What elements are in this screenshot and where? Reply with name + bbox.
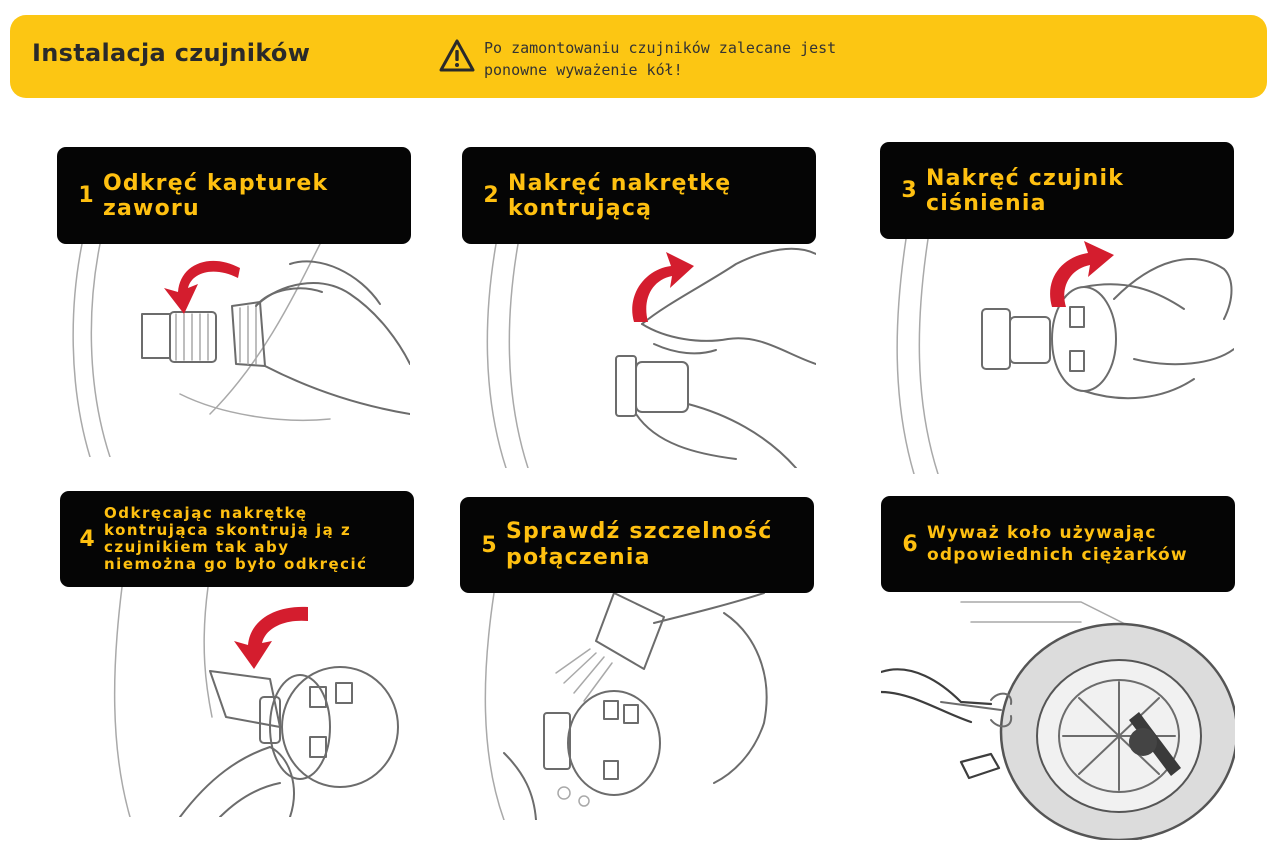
step-2-title-line: kontrującą bbox=[508, 195, 653, 221]
step-4-title-line: kontrująca skontrują ją z bbox=[104, 521, 352, 539]
step-3-title bbox=[926, 166, 1124, 216]
balancing-warning-text bbox=[484, 37, 864, 81]
step-1-title bbox=[103, 171, 328, 221]
step-3-title-line: ciśnienia bbox=[926, 190, 1047, 216]
step-2-title bbox=[508, 171, 731, 221]
step-3-title-line: Nakręć czujnik bbox=[926, 165, 1125, 191]
step-5-title-line: Sprawdź szczelność bbox=[506, 519, 773, 544]
step-6-title-line: odpowiednich ciężarków bbox=[927, 545, 1188, 565]
step-6-header bbox=[881, 496, 1235, 592]
step-5-title bbox=[506, 519, 773, 571]
step-1-header bbox=[57, 147, 411, 244]
step-5-header bbox=[460, 497, 814, 593]
page-title: Instalacja czujników bbox=[32, 39, 311, 67]
step-2-illustration bbox=[466, 244, 816, 468]
warning-line-1: Po zamontowaniu czujników zalecane jest bbox=[484, 39, 837, 57]
step-1-arrow-icon bbox=[164, 261, 240, 314]
step-4-title bbox=[104, 505, 368, 573]
step-6-title bbox=[927, 522, 1188, 566]
step-2-arrow-icon bbox=[632, 252, 694, 322]
step-4-title-line: Odkręcając nakrętkę bbox=[104, 504, 308, 522]
step-5-illustration bbox=[464, 593, 814, 820]
step-5-number: 5 bbox=[481, 532, 497, 558]
step-6-title-line: Wyważ koło używając bbox=[927, 523, 1157, 543]
step-4-illustration bbox=[60, 587, 414, 817]
step-2-title-line: Nakręć nakrętkę bbox=[508, 170, 732, 196]
step-2-header bbox=[462, 147, 816, 244]
info-banner bbox=[10, 15, 1267, 98]
warning-triangle-icon bbox=[438, 38, 476, 74]
step-6-number: 6 bbox=[902, 531, 918, 557]
step-5-title-line: połączenia bbox=[506, 545, 651, 570]
step-2-number: 2 bbox=[483, 183, 499, 208]
step-4-arrow-icon bbox=[234, 607, 308, 669]
step-3-header bbox=[880, 142, 1234, 239]
step-3-number: 3 bbox=[901, 178, 917, 203]
step-4-header bbox=[60, 491, 414, 587]
step-4-title-line: czujnikiem tak aby bbox=[104, 538, 290, 556]
step-6-illustration bbox=[881, 592, 1235, 840]
step-3-illustration bbox=[884, 239, 1234, 474]
step-4-number: 4 bbox=[79, 526, 95, 552]
step-1-title-line: Odkręć kapturek bbox=[103, 170, 329, 196]
step-4-title-line: niemożna go było odkręcić bbox=[104, 555, 368, 573]
step-1-title-line: zaworu bbox=[103, 195, 200, 221]
step-3-arrow-icon bbox=[1050, 241, 1114, 307]
warning-line-2: ponowne wyważenie kół! bbox=[484, 61, 683, 79]
step-1-number: 1 bbox=[78, 183, 94, 208]
step-1-illustration bbox=[60, 244, 410, 457]
